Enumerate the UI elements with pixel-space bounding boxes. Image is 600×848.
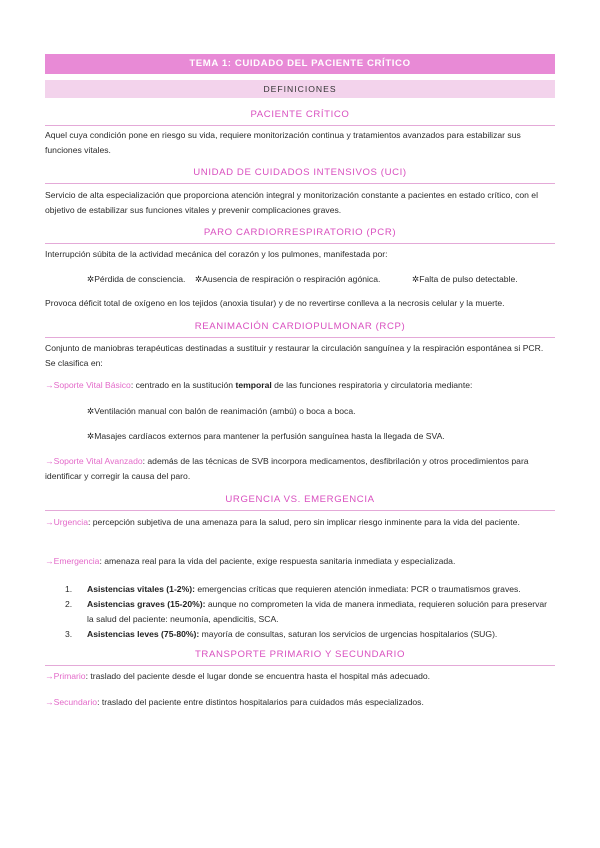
star-icon: ✲ [87, 431, 95, 441]
svb-item: ✲Ventilación manual con balón de reanimación (ambú) o boca a boca. [87, 406, 356, 416]
arrow-icon: → [45, 380, 54, 390]
secundario-label: Secundario [53, 697, 98, 707]
primario-paragraph: →Primario: traslado del paciente desde el lugar donde se encuentra hasta el hospital más adecuado. [45, 671, 431, 681]
section-heading-transporte: TRANSPORTE PRIMARIO Y SECUNDARIO [45, 648, 555, 666]
star-icon: ✲ [195, 274, 203, 284]
section-heading-paciente: PACIENTE CRÍTICO [45, 108, 555, 126]
section-heading-urgencia: URGENCIA VS. EMERGENCIA [45, 493, 555, 511]
uci-definition: Servicio de alta especialización que proporciona atención integral y monitorización constante a pacientes en estado crítico, con el objetivo de estabilizar sus funciones vitales y prevenir complicaciones graves. [45, 190, 538, 215]
definitions-subtitle: DEFINICIONES [45, 80, 555, 98]
arrow-icon: → [45, 556, 54, 566]
svb-item: ✲Masajes cardíacos externos para mantener la perfusión sanguínea hasta la llegada de SVA. [87, 431, 445, 441]
pcr-bullet-item: ✲Falta de pulso detectable. [412, 274, 518, 284]
section-heading-pcr: PARO CARDIORRESPIRATORIO (PCR) [45, 226, 555, 244]
arrow-icon: → [45, 697, 54, 707]
document-title: TEMA 1: CUIDADO DEL PACIENTE CRÍTICO [45, 54, 555, 74]
star-icon: ✲ [412, 274, 420, 284]
urgencia-paragraph: →Urgencia: percepción subjetiva de una amenaza para la salud, pero sin implicar riesgo inminente para la vida del paciente. [45, 517, 520, 527]
pcr-bullet-item: ✲Pérdida de consciencia. [87, 274, 186, 284]
urgencia-label: Urgencia [53, 517, 88, 527]
emergencia-label: Emergencia [53, 556, 100, 566]
section-heading-uci: UNIDAD DE CUIDADOS INTENSIVOS (UCI) [45, 166, 555, 184]
paciente-definition: Aquel cuya condición pone en riesgo su vida, requiere monitorización continua y tratamientos avanzados para estabilizar sus funciones vitales. [45, 130, 521, 155]
pcr-outro: Provoca déficit total de oxígeno en los tejidos (anoxia tisular) y de no revertirse conlleva a la necrosis celular y la muerte. [45, 298, 505, 308]
secundario-paragraph: →Secundario: traslado del paciente entre distintos hospitalarios para cuidados más especializados. [45, 697, 424, 707]
svb-bold-word: temporal [235, 380, 272, 390]
star-icon: ✲ [87, 274, 95, 284]
section-heading-rcp: REANIMACIÓN CARDIOPULMONAR (RCP) [45, 320, 555, 338]
emergencia-paragraph: →Emergencia: amenaza real para la vida del paciente, exige respuesta sanitaria inmediata y especializada. [45, 556, 456, 566]
pcr-bullet-item: ✲Ausencia de respiración o respiración agónica. [195, 274, 381, 284]
svb-label: Soporte Vital Básico [53, 380, 131, 390]
sva-label: Soporte Vital Avanzado [53, 456, 143, 466]
arrow-icon: → [45, 671, 54, 681]
sva-paragraph: →Soporte Vital Avanzado: además de las técnicas de SVB incorpora medicamentos, desfibrilación y otros procedimientos para identificar y corregir la causa del paro. [45, 456, 529, 481]
star-icon: ✲ [87, 406, 95, 416]
arrow-icon: → [45, 456, 54, 466]
arrow-icon: → [45, 517, 54, 527]
rcp-intro: Conjunto de maniobras terapéuticas destinadas a sustituir y restaurar la circulación sanguínea y la respiración espontánea si PCR. Se clasifica en: [45, 343, 544, 368]
pcr-intro: Interrupción súbita de la actividad mecánica del corazón y los pulmones, manifestada por: [45, 249, 388, 259]
primario-label: Primario [53, 671, 86, 681]
svb-paragraph: →Soporte Vital Básico: centrado en la sustitución temporal de las funciones respiratoria y circulatoria mediante: [45, 380, 473, 390]
